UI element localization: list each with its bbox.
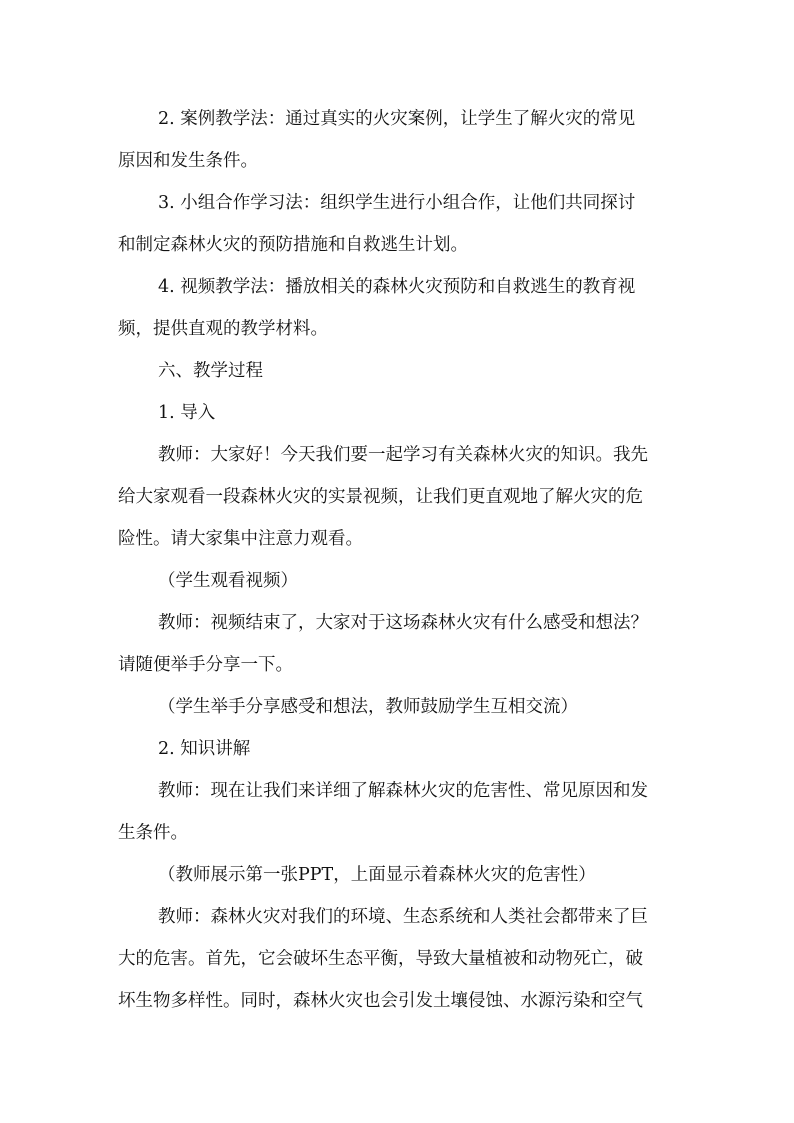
paragraph-line: 教师：现在让我们来详细了解森林火灾的危害性、常见原因和发 (158, 781, 648, 801)
paragraph-line: 和制定森林火灾的预防措施和自救逃生计划。 (118, 235, 468, 255)
paragraph-line: （教师展示第一张PPT，上面显示着森林火灾的危害性） (158, 865, 596, 885)
paragraph-teacher-explain (118, 770, 680, 854)
paragraph-teacher-harm (118, 896, 680, 1022)
paragraph-line: （学生举手分享感受和想法，教师鼓励学生互相交流） (158, 697, 578, 717)
paragraph-line: 3. 小组合作学习法：组织学生进行小组合作，让他们共同探讨 (158, 193, 636, 213)
paragraph-line: 教师：大家好！今天我们要一起学习有关森林火灾的知识。我先 (158, 445, 648, 465)
paragraph-line: 请随便举手分享一下。 (118, 655, 293, 675)
paragraph-line: 大的危害。首先，它会破坏生态平衡，导致大量植被和动物死亡，破 (118, 949, 643, 969)
stage-direction-share (118, 686, 680, 728)
paragraph-line: 教师：视频结束了，大家对于这场森林火灾有什么感受和想法？ (158, 613, 648, 633)
paragraph-method-2 (118, 98, 680, 182)
heading-line: 1. 导入 (158, 403, 216, 423)
paragraph-line: 4. 视频教学法：播放相关的森林火灾预防和自救逃生的教育视 (158, 277, 636, 297)
heading-line: 2. 知识讲解 (158, 739, 251, 759)
paragraph-line: 生条件。 (118, 823, 188, 843)
paragraph-line: 坏生物多样性。同时，森林火灾也会引发土壤侵蚀、水源污染和空气 (118, 991, 643, 1011)
stage-direction-ppt (118, 854, 680, 896)
subheading-introduction (118, 392, 680, 434)
paragraph-teacher-question (118, 602, 680, 686)
paragraph-line: 险性。请大家集中注意力观看。 (118, 529, 363, 549)
subheading-knowledge (118, 728, 680, 770)
paragraph-line: （学生观看视频） (158, 571, 298, 591)
paragraph-line: 教师：森林火灾对我们的环境、生态系统和人类社会都带来了巨 (158, 907, 648, 927)
section-heading-teaching-process (118, 350, 680, 392)
stage-direction-watch-video (118, 560, 680, 602)
paragraph-line: 给大家观看一段森林火灾的实景视频，让我们更直观地了解火灾的危 (118, 487, 643, 507)
paragraph-method-4 (118, 266, 680, 350)
paragraph-line: 原因和发生条件。 (118, 151, 258, 171)
paragraph-line: 频，提供直观的教学材料。 (118, 319, 328, 339)
paragraph-method-3 (118, 182, 680, 266)
paragraph-teacher-greeting (118, 434, 680, 560)
heading-line: 六、教学过程 (158, 361, 263, 381)
document-body (118, 98, 680, 1022)
paragraph-line: 2. 案例教学法：通过真实的火灾案例，让学生了解火灾的常见 (158, 109, 636, 129)
